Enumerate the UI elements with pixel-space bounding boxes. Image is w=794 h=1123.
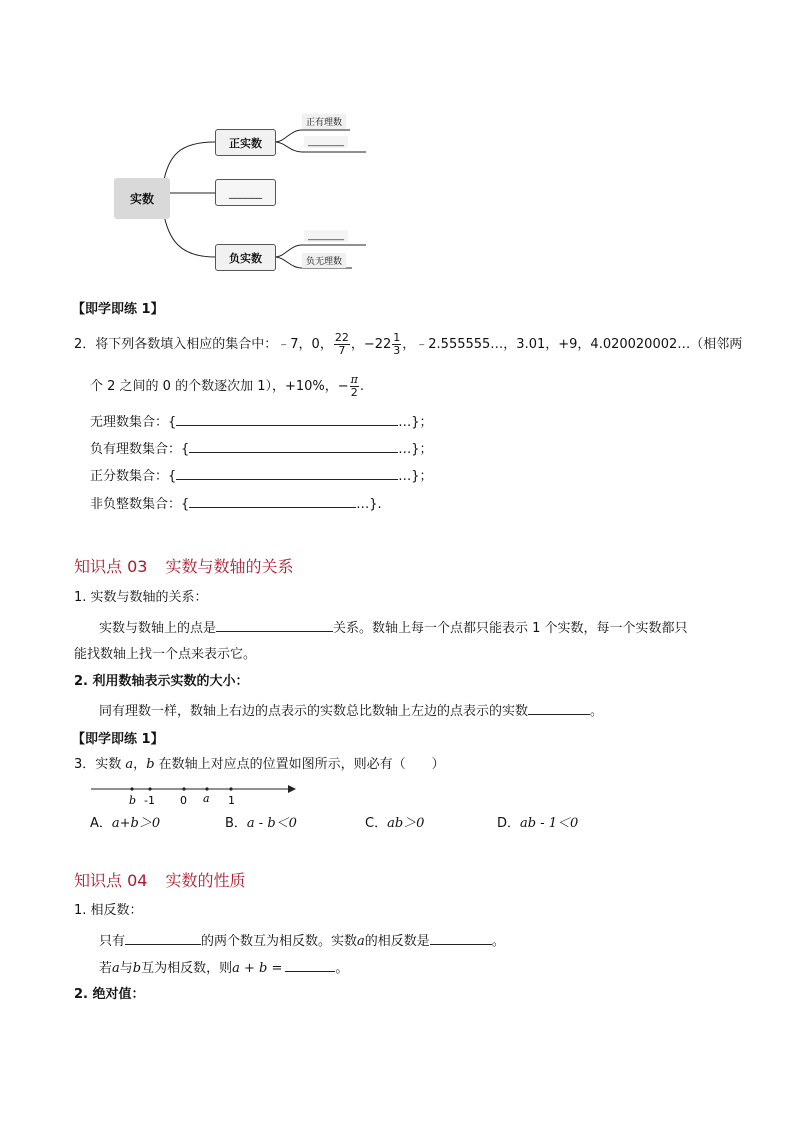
text-segment: 与 (119, 961, 133, 976)
section-4-point-2-title: 2. 绝对值： (74, 987, 145, 1002)
section-number: 知识点 03 (74, 557, 148, 576)
set-nonnegative-integer (90, 494, 382, 514)
answer-blank[interactable] (216, 618, 333, 632)
set-label: 非负整数集合：{ (90, 497, 190, 512)
set-label: 正分数集合：{ (90, 469, 177, 484)
variable-b: b (132, 961, 142, 976)
text-segment: 在数轴上对应点的位置如图所示，则必有（ ） (154, 757, 445, 772)
set-end: …}； (398, 415, 433, 430)
mindmap-positive-node: 正实数 (215, 129, 276, 156)
fraction-pi-2 (350, 374, 359, 399)
question-2-line-2-text: 个 2 之间的 0 的个数逐次加 1），+10%， (90, 379, 338, 394)
section-4-line-1 (99, 931, 505, 951)
option-c[interactable] (365, 815, 424, 833)
point-0 (182, 787, 185, 790)
answer-blank[interactable] (189, 494, 356, 508)
axis-label-b: b (129, 794, 137, 807)
axis-label-0: 0 (180, 794, 187, 807)
option-body: ab - 1＜0 (520, 816, 579, 831)
section-3-point-1-text (99, 618, 688, 638)
variable-a: a (357, 934, 365, 949)
text-segment: 。 (590, 704, 604, 719)
option-b[interactable] (225, 815, 297, 833)
answer-blank[interactable] (285, 958, 335, 972)
point-neg1 (148, 787, 151, 790)
variable-b: b (146, 757, 155, 772)
fraction-numerator: 22 (334, 331, 349, 344)
option-body: a - b＜0 (246, 816, 297, 831)
text-segment: 若 (99, 961, 113, 976)
set-negative-rational (90, 439, 433, 459)
set-positive-fraction (90, 466, 433, 486)
section-4-point-1-title: 1. 相反数： (74, 903, 143, 918)
answer-blank[interactable] (176, 412, 398, 426)
answer-blank[interactable] (125, 931, 201, 945)
section-3-point-2-text (99, 701, 603, 721)
set-end: …}. (356, 497, 382, 512)
mindmap-negative-node: 负实数 (215, 244, 276, 271)
number-line (88, 780, 303, 810)
axis-label-1: 1 (228, 794, 235, 807)
section-title-04 (74, 868, 245, 891)
text-segment: 关系。数轴上每一个点都只能表示 1 个实数，每一个实数都只 (333, 621, 688, 636)
section-3-point-2-title: 2. 利用数轴表示实数的大小： (74, 674, 249, 689)
mindmap-connectors (0, 0, 794, 300)
section-4-line-2 (99, 958, 348, 978)
section-3-point-1-text-cont: 能找数轴上找一个点来表示它。 (74, 647, 257, 662)
question-2-items: ﹣7，0， (277, 337, 333, 352)
fraction-numerator: π (350, 373, 358, 386)
fraction-denominator: 7 (338, 344, 346, 357)
text-segment: 。 (335, 961, 349, 976)
text-segment: 实数与数轴上的点是 (99, 621, 217, 636)
mindmap-leaf-positive-rational: 正有理数 (302, 114, 346, 129)
question-2-prefix: 2．将下列各数填入相应的集合中： (74, 337, 278, 352)
practice-heading-2: 【即学即练 1】 (72, 732, 164, 747)
point-b (130, 787, 133, 790)
section-heading: 实数与数轴的关系 (165, 557, 294, 576)
answer-blank[interactable] (430, 931, 492, 945)
fraction-numerator: 1 (393, 331, 401, 344)
answer-blank[interactable] (528, 701, 590, 715)
fraction-22-7 (334, 332, 350, 357)
option-d[interactable] (497, 815, 578, 833)
point-1 (229, 787, 232, 790)
section-heading: 实数的性质 (165, 871, 246, 890)
set-end: …}； (398, 442, 433, 457)
option-body: ab＞0 (387, 816, 425, 831)
variable-a: a (112, 961, 120, 976)
mindmap-blank-node: ______ (215, 179, 276, 206)
mixed-number-fraction (392, 332, 401, 357)
answer-blank[interactable] (189, 439, 398, 453)
question-3-stem (74, 756, 445, 774)
option-a[interactable] (90, 815, 160, 833)
axis-label-a: a (203, 792, 210, 805)
set-label: 负有理数集合：{ (90, 442, 190, 457)
question-2-line-1 (74, 332, 742, 357)
variable-a: a (125, 757, 134, 772)
option-key: A． (90, 816, 112, 831)
text-segment: 只有 (99, 934, 126, 949)
question-2-rest: ，﹣2.555555…，3.01，+9，4.020020002…（相邻两 (402, 337, 743, 352)
section-number: 知识点 04 (74, 871, 148, 890)
mixed-number-whole: −22 (363, 337, 392, 352)
question-2-line-2-end: . (359, 379, 365, 394)
text-segment: 3．实数 (74, 757, 126, 772)
answer-blank[interactable] (176, 466, 398, 480)
set-end: …}； (398, 469, 433, 484)
option-body: a+b＞0 (111, 816, 161, 831)
question-2-line-2 (90, 374, 364, 399)
mindmap-leaf-negative-irrational: 负无理数 (302, 253, 346, 268)
practice-heading-1: 【即学即练 1】 (72, 302, 164, 317)
mindmap-root-node: 实数 (114, 178, 170, 219)
section-title-03 (74, 554, 293, 577)
text-segment: 的相反数是 (364, 934, 430, 949)
text-segment: 。 (491, 934, 505, 949)
question-2-separator: ， (350, 337, 364, 352)
point-a (205, 787, 208, 790)
axis-label-neg1: -1 (144, 794, 155, 807)
mindmap-leaf-positive-blank: ________ (304, 136, 348, 148)
fraction-denominator: 3 (393, 344, 401, 357)
number-line-arrow (288, 785, 296, 793)
text-segment: 的两个数互为相反数。实数 (201, 934, 358, 949)
option-key: B． (225, 816, 247, 831)
set-irrational (90, 412, 433, 432)
option-key: D． (497, 816, 521, 831)
text-segment: ， (133, 757, 147, 772)
fraction-denominator: 2 (350, 386, 358, 399)
section-3-point-1-title: 1. 实数与数轴的关系： (74, 590, 208, 605)
option-key: C． (365, 816, 388, 831)
text-segment: 互为相反数，则 (141, 961, 233, 976)
text-segment: 同有理数一样，数轴上右边的点表示的实数总比数轴上左边的点表示的实数 (99, 704, 529, 719)
expression: a + b = (232, 961, 283, 976)
mindmap-leaf-negative-blank: ________ (304, 230, 348, 242)
neg-sign: − (337, 379, 349, 394)
set-label: 无理数集合：{ (90, 415, 177, 430)
